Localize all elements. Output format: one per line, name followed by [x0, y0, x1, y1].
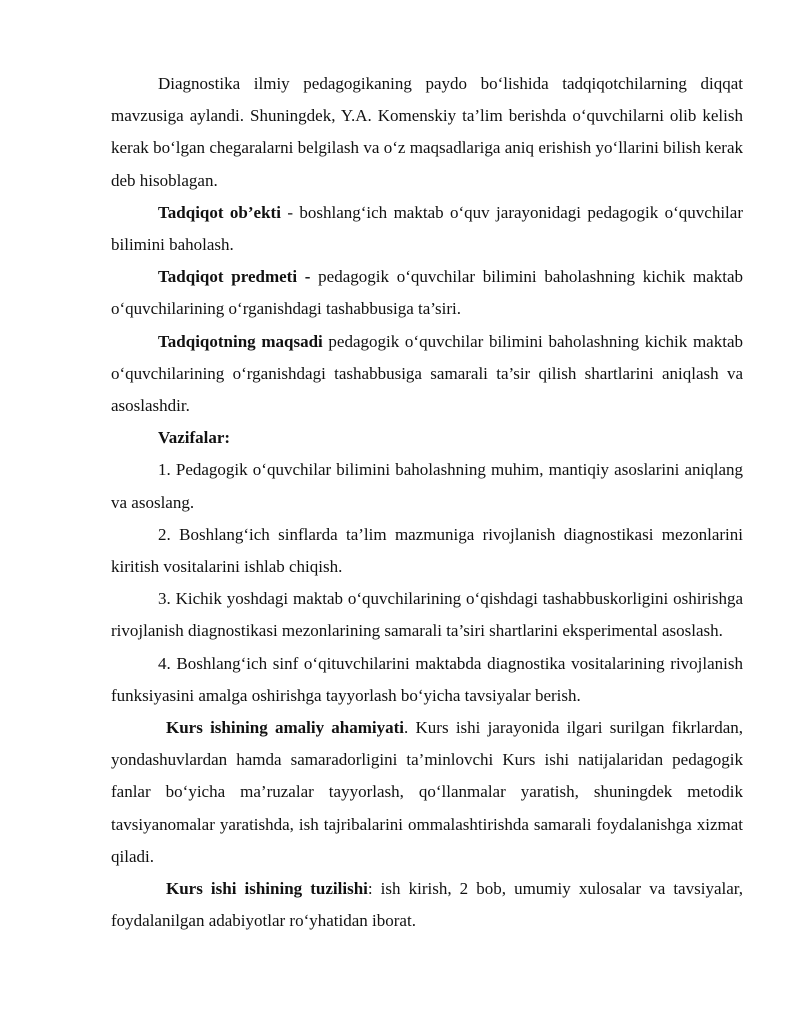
- paragraph-task-4: [111, 648, 743, 712]
- paragraph-research-object: [111, 197, 743, 261]
- paragraph-text: 4. Boshlang‘ich sinf o‘qituvchilarini maktabda diagnostika vositalarining rivojlanish funksiyasini amalga oshirishga tayyorlash bo‘yicha tavsiyalar berish.: [111, 653, 743, 705]
- paragraph-lead: Tadqiqotning maqsadi: [158, 331, 323, 351]
- paragraph-text: pedagogik o‘quvchilar bilimini baholashning kichik maktab o‘quvchilarining o‘rganishdagi tashabbusiga ta’siri.: [111, 267, 743, 319]
- paragraph-structure: [111, 873, 743, 937]
- paragraph-lead: Tadqiqot predmeti -: [158, 267, 311, 287]
- body-text: [111, 68, 743, 937]
- paragraph-text: 3. Kichik yoshdagi maktab o‘quvchilarining o‘qishdagi tashabbuskorligini oshirishga rivojlanish diagnostikasi mezonlarining samarali ta’siri shartlarini eksperimental asoslash.: [111, 589, 743, 641]
- paragraph-text: 2. Boshlang‘ich sinflarda ta’lim mazmuniga rivojlanish diagnostikasi mezonlarini kiritish vositalarini ishlab chiqish.: [111, 524, 743, 577]
- paragraph-practical-significance: [111, 712, 743, 873]
- paragraph-text: pedagogik o‘quvchilar bilimini baholashning kichik maktab o‘quvchilarining o‘rganishdagi tashabbusiga samarali ta’sir qilish shartlarini aniqlash va asoslashdir.: [111, 331, 743, 416]
- paragraph-lead: Kurs ishi ishining tuzilishi: [166, 879, 368, 899]
- paragraph-lead: Kurs ishining amaliy ahamiyati: [166, 718, 405, 738]
- paragraph-lead: Tadqiqot ob’ekti: [158, 202, 281, 222]
- paragraph-intro: [111, 68, 743, 197]
- paragraph-text: - boshlang‘ich maktab o‘quv jarayonidagi pedagogik o‘quvchilar bilimini baholash.: [111, 202, 743, 255]
- paragraph-tasks-heading: [111, 422, 743, 454]
- paragraph-task-1: [111, 454, 743, 518]
- paragraph-text: Diagnostika ilmiy pedagogikaning paydo bo‘lishida tadqiqotchilarning diqqat mavzusiga aylandi. Shuningdek, Y.A. Komenskiy ta’lim berishda o‘quvchilarni olib kelish kerak bo‘lgan chegaralarni belgilash va o‘z maqsadlariga aniq erishish yo‘llarini bilish kerak deb hisoblagan.: [111, 74, 743, 190]
- paragraph-task-2: [111, 519, 743, 583]
- paragraph-research-subject: [111, 261, 743, 325]
- paragraph-research-goal: [111, 326, 743, 423]
- paragraph-text: : ish kirish, 2 bob, umumiy xulosalar va tavsiyalar, foydalanilgan adabiyotlar ro‘yhatidan iborat.: [111, 879, 743, 931]
- paragraph-text: . Kurs ishi jarayonida ilgari surilgan fikrlardan, yondashuvlardan hamda samaradorligini ta’minlovchi Kurs ishi natijalaridan pedagogik fanlar bo‘yicha ma’ruzalar tayyorlash, qo‘llanmalar yaratish, shuningdek metodik tavsiyanomalar yaratishda, ish tajribalarini ommalashtirishda samarali foydalanishga xizmat qiladi.: [111, 718, 743, 866]
- paragraph-task-3: [111, 583, 743, 647]
- paragraph-text: 1. Pedagogik o‘quvchilar bilimini baholashning muhim, mantiqiy asoslarini aniqlang va asoslang.: [111, 460, 743, 512]
- paragraph-lead: Vazifalar:: [158, 428, 231, 448]
